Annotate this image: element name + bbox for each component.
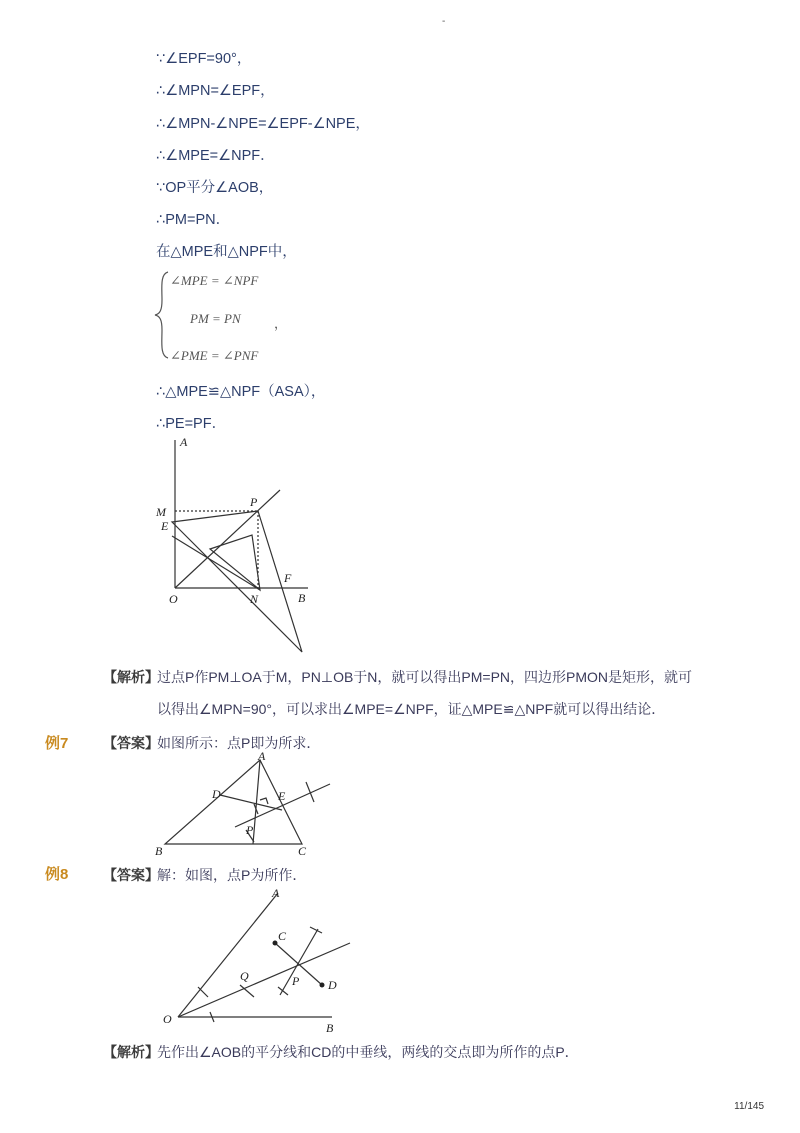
label-b: B [298,591,306,605]
label-b: B [326,1021,334,1035]
example-7-text: 如图所示：点P即为所求． [157,735,321,751]
label-m: M [156,505,166,519]
label-e: E [161,519,169,533]
figure-1-diagram [150,432,330,662]
ray-oa [178,893,278,1017]
system-row-2: PM = PN [190,311,241,326]
arc-mark-3 [198,987,208,997]
label-c: C [278,929,287,943]
example-8-label: 例8 [45,866,69,883]
label-a: A [272,886,280,900]
label-o: O [163,1012,172,1026]
analysis-1-line-1: 过点P作PM⊥OA于M，PN⊥OB于N，就可以得出PM=PN，四边形PMON是矩形，就可 [157,669,693,685]
proof-conclusion-1: ∴△MPE≌△NPF（ASA）， [156,384,326,400]
label-d: D [212,787,221,801]
analysis-1-tag: 【解析】 [103,669,159,685]
point-c [273,941,278,946]
figure-2-diagram [150,749,340,862]
label-p: P [246,823,254,837]
proof-line-3: ∴∠MPN-∠NPE=∠EPF-∠NPE， [156,116,370,132]
label-q: Q [240,969,249,983]
label-o: O [169,592,178,606]
bisector-op [175,490,280,588]
right-angle-mark [260,798,268,804]
label-p: P [292,974,300,988]
label-a: A [258,749,266,763]
label-a: A [180,435,188,449]
inner-triangle [210,535,260,590]
example-8-tag: 【答案】 [103,867,159,883]
system-comma: ， [274,316,288,331]
point-d [320,983,325,988]
line-d-e [220,795,282,810]
label-c: C [298,844,307,858]
label-b: B [155,844,163,858]
proof-line-2: ∴∠MPN=∠EPF， [156,83,275,99]
example-8-text: 解：如图，点P为所作． [157,867,307,883]
label-d: D [328,978,337,992]
proof-line-5: ∵OP平分∠AOB， [156,180,274,196]
example-7-label: 例7 [45,735,69,752]
proof-line-4: ∴∠MPE=∠NPF． [156,148,275,164]
label-p: P [250,495,258,509]
triangle-set-square [172,511,302,652]
arc-mark-2 [278,987,288,995]
page-number: 11/145 [734,1101,764,1112]
label-n: N [250,592,259,606]
analysis-2-tag: 【解析】 [103,1044,159,1060]
label-e: E [278,789,286,803]
angle-bisector [178,943,350,1017]
label-f: F [284,571,292,585]
angle-bisector [253,760,260,844]
example-7-tag: 【答案】 [103,735,159,751]
proof-line-1: ∵∠EPF=90°， [156,51,252,67]
analysis-2-text: 先作出∠AOB的平分线和CD的中垂线，两线的交点即为所作的点P． [157,1044,579,1060]
figure-3-diagram [160,885,360,1035]
proof-line-6: ∴PM=PN． [156,212,231,228]
proof-conclusion-2: ∴PE=PF． [156,416,227,432]
system-row-3: ∠PME = ∠PNF [170,348,259,363]
header-mark: - [442,16,446,27]
analysis-1-line-2: 以得出∠MPN=90°，可以求出∠MPE=∠NPF，证△MPE≌△NPF就可以得出结论． [157,701,666,717]
system-row-1: ∠MPE = ∠NPF [170,273,259,288]
proof-line-7: 在△MPE和△NPF中， [156,244,297,260]
line-e-n [172,536,260,590]
